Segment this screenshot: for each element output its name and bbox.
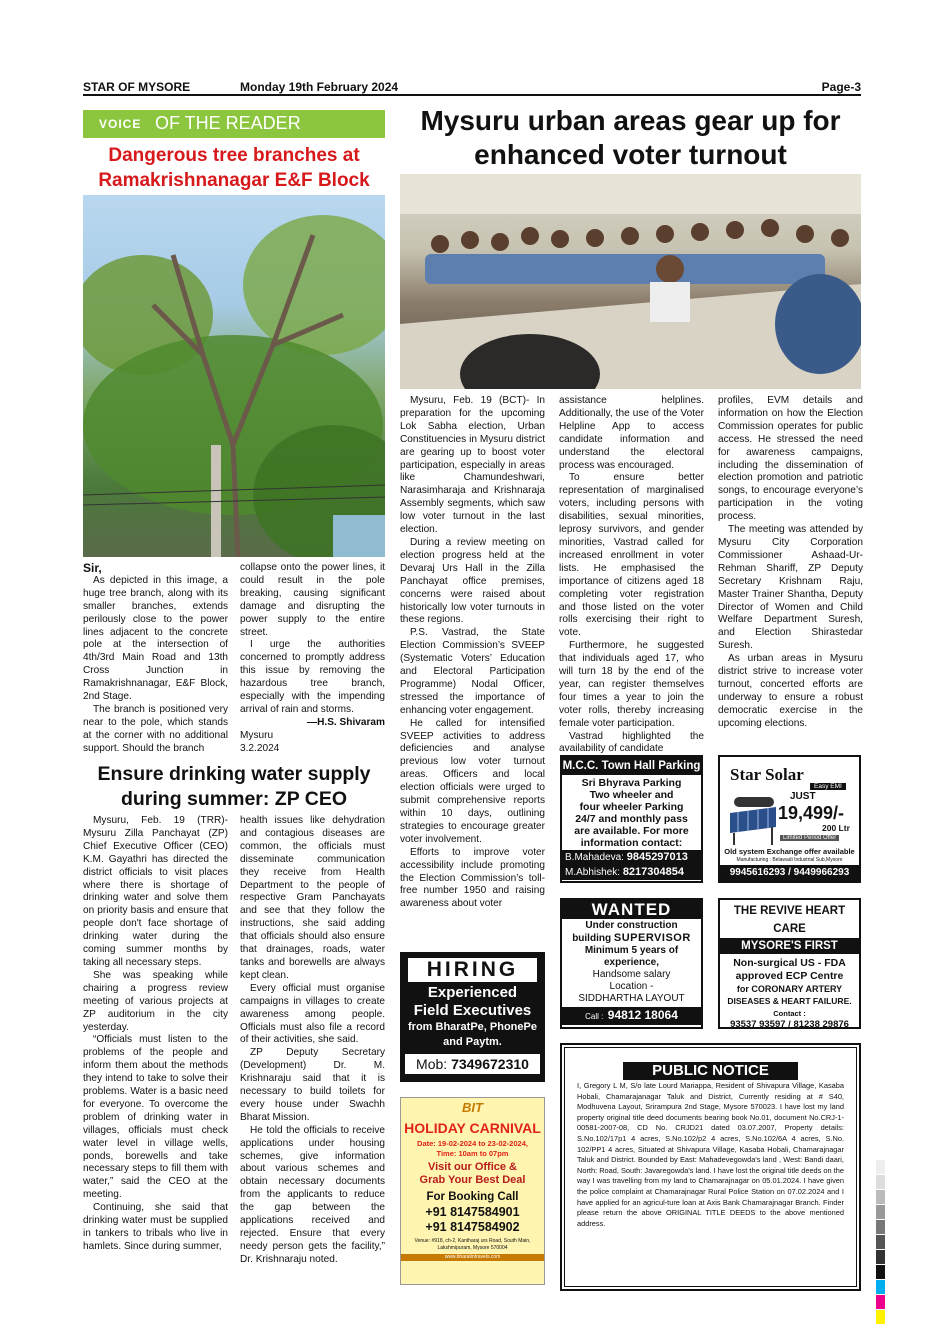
voter-col-3 [718,395,863,731]
wanted-role: SUPERVISOR [613,932,691,944]
tree-photo [83,195,385,557]
hiring-line: Field Executives [413,1002,532,1019]
carnival-venue: Venue: #918, ch-2, Kantharaj urs Road, South Main, Lakshmipuram, Mysore 570004 [414,1238,531,1251]
registration-swatch [876,1190,885,1204]
voter-headline-line: Mysuru urban areas gear up for [420,105,841,136]
parking-line: four wheeler Parking [579,801,684,813]
reader-headline-line: Ramakrishnanagar E&F Block [98,170,370,191]
of-the-reader-label: OF THE READER [155,113,301,133]
registration-swatch [876,1175,885,1189]
reader-headline-line: Dangerous tree branches at [108,145,360,166]
solar-exchange: Old system Exchange offer available [724,847,855,856]
salutation: Sir, [83,561,102,575]
registration-swatch [876,1280,885,1294]
paragraph: Furthermore, he suggested that individuals aged 17, who will turn 18 by the end of the year, can register themselves four times a year to join the voter rolls, thereby increasing female voter participation. [559,640,704,729]
solar-manufacturing: Manufacturing : Belawadi Industrial Sub,Mysore [736,857,843,863]
contact-name: B.Mahadeva: [565,852,624,863]
revive-subtitle: MYSORE'S FIRST [720,938,859,954]
paragraph: He told the officials to receive applications under housing schemes, give information about various schemes and obtain necessary documents from the applicants to reduce the gap between the applications received and rejected. Ensure that every needy person gets the facility,” Dr. Krishnaraju noted. [240,1124,385,1265]
paragraph: I urge the authorities concerned to promptly address this issue by removing the hazardous tree branch, especially with the impending arrival of rain and storms. [240,639,385,715]
wanted-line: Under construction [585,920,678,931]
voice-label: VOICE [99,117,142,131]
wanted-title: WANTED [562,900,701,919]
wanted-call-number: 94812 18064 [607,1008,678,1022]
paragraph: The branch is positioned very near to the pole, which stands at the corner with no additional support. Should the branch [83,703,228,754]
hiring-mob-label: Mob: [416,1056,448,1072]
revive-contact: 93537 93597 / 81238 29876 [730,1019,849,1029]
notice-body: I, Gregory L M, S/o late Lourd Mariappa, Resident of Shivapura Village, Kasaba Hobali, Chamarajanagar Taluk and District, Currently residing at # S40, Modhuvena Layout, Srirampura 2nd Stage, Mysore 570023. I have lost my land property original title deed documents bearing book No.01, document No.CRJ-1-00581-2007-08, CD No. CRJD21 dated 03.07.2007, Property details: S.No.102/17p1 4 acres, S.No.102/p2 4 acres, S.No.102/6A 4 acres, S.No. 102/PP1 4 acres, Situated at Shivapura Village, Kasaba Hobali, Chamarajnagar Taluk and District. Bounded by East: Mahadevegowda's land , West: Bandi daari, North: Road, South: Javaregowda's land. I have lost the original title deeds on the way I was travelling from my land to Chamarajnagar on 05.01.2024. I have given the police complaint at Chamarajnagar Rural Police Station on 07.02.2024 and I have applied for an agricul-ture loan at Axis Bank Chamarajnagar Branch. Finder please return the above ORIGINAL TITLE DEEDS to the above mentioned address. [577,1081,844,1228]
signature: —H.S. Shivaram [307,716,385,728]
revive-line: approved ECP Centre [735,970,844,982]
letter-date: 3.2.2024 [240,742,280,754]
solar-ad [718,755,861,883]
registration-swatch [876,1250,885,1264]
page-number: Page-3 [821,80,861,94]
wanted-line: SIDDHARTHA LAYOUT [578,993,685,1004]
paragraph: assistance helplines. Additionally, the use of the Voter Helpline App to access candidate information and understand the electoral process was encouraged. [559,395,704,471]
registration-swatch [876,1265,885,1279]
paragraph: The meeting was attended by Mysuru City Corporation Commissioner Ashaad-Ur-Rehman Shariff, ZP Deputy Secretary Krishnam Raju, Master Trainer Shantha, Deputy Director of Women and Child Welfare Department Suresh, and Election Shirastedar Suresh. [718,524,863,652]
voice-kicker [83,110,385,138]
parking-contact-2 [562,865,701,880]
color-registration-strip [876,1160,885,1325]
parking-line: Sri Bhyrava Parking [581,777,682,789]
solar-price: 19,499/- [778,803,845,823]
wanted-line: Minimum 5 years of [584,945,679,956]
paragraph: Mysuru, Feb. 19 (TRR)- Mysuru Zilla Panchayat (ZP) Chief Executive Officer (CEO) K.M. Gayathri has directed the district officials to visit places where there is shortage of drinking water and solve them on priority basis and ensure that people don't face shortage of drinking water during the coming summer months by taking all necessary steps. [83,815,228,968]
revive-title: THE REVIVE HEART CARE [733,905,846,935]
registration-swatch [876,1205,885,1219]
paragraph: profiles, EVM details and information on how the Election Commission operates for public access. He stressed the need for awareness campaigns, including the dissemination of election promotion and patriotic songs, to encourage everyone’s participation in the voting process. [718,395,863,523]
paragraph: As depicted in this image, a huge tree branch, along with its smaller branches, extends perilously close to the power lines adjacent to the concrete pole at the intersection of 4th/3rd Main Road and 13th Cross Junction in Ramakrishnanagar, E&F Block, 2nd Stage. [83,574,228,703]
public-notice [560,1043,861,1291]
paragraph: She was speaking while chairing a progress review meeting of various projects at ZP auditorium in the city yesterday. [83,969,228,1033]
reader-headline [83,143,385,193]
carnival-visit: Grab Your Best Deal [419,1174,526,1186]
carnival-phone: +91 8147584901 [425,1205,520,1219]
paper-name: STAR OF MYSORE [83,80,191,94]
paragraph: As urban areas in Mysuru district strive to increase voter turnout, concerted efforts are underway to ensure a robust democratic exercise in the upcoming elections. [718,653,863,729]
hiring-line: Experienced [427,984,518,1001]
meeting-photo [400,174,861,389]
page-header [83,78,861,96]
parking-line: information contact: [580,837,683,849]
paragraph: “Officials must listen to the problems of the people and inform them about the methods they intend to take to solve their problems. Water is a basic need for everyone. To overcome the problem of drinking water in villages, officials must check water level in village wells, ponds, borewells and take necessary steps to fill them with water,” said the CEO at the meeting. [83,1034,228,1201]
parking-title: M.C.C. Town Hall Parking [562,757,701,775]
registration-swatch [876,1160,885,1174]
issue-date: Monday 19th February 2024 [240,80,399,94]
reader-col-2 [240,562,385,756]
hiring-ad [400,952,545,1082]
zp-col-1 [83,815,228,1254]
carnival-phone: +91 8147584902 [425,1220,520,1234]
revive-contact-label: Contact : [773,1009,806,1018]
solar-brand: Star Solar [730,765,804,784]
wanted-line-part: building [572,933,612,944]
carnival-web: www.bharatintravels.com [401,1254,544,1261]
contact-name: M.Abhishek: [565,867,621,878]
paragraph: Every official must organise campaigns in villages to create awareness among people. Officials must also file a record of their activities, she said. [240,982,385,1046]
paragraph: P.S. Vastrad, the State Election Commission’s SVEEP (Systematic Voters’ Education and Electoral Participation Programme) Nodal Officer, stressed the importance of enhancing voter engagement. [400,627,545,716]
solar-emi: Easy EMI [810,783,846,790]
tree-illustration [83,195,385,557]
notice-title: PUBLIC NOTICE [623,1062,798,1080]
paragraph: Continuing, she said that drinking water must be supplied in tankers to tribals who live in hamlets. Since during summer, [83,1202,228,1252]
carnival-time: Time: 10am to 07pm [436,1149,509,1158]
solar-just: JUST [790,791,816,802]
voter-col-1 [400,395,545,911]
paragraph: health issues like dehydration and contagious diseases are common, the officials must disseminate communication they receive from Health Department to the people of respective Gram Panchayats and see that they follow the instructions, she said adding that officials should also ensure that drainages, roads, water tanks and borewells are always kept clean. [240,815,385,981]
solar-heater-icon [728,793,778,845]
hiring-line: and Paytm. [443,1036,502,1048]
registration-swatch [876,1310,885,1324]
registration-swatch [876,1235,885,1249]
carnival-dates: Date: 19-02-2024 to 23-02-2024, [417,1139,528,1148]
paragraph: ZP Deputy Secretary (Development) Dr. M. Krishnaraju said that it is necessary to build toilets for every house under Swachh Bharat Mission. [240,1047,385,1123]
wanted-line: Location - [609,981,654,992]
hiring-mob-number: 7349672310 [451,1056,529,1072]
meeting-illustration [400,174,861,389]
parking-line: are available. For more [574,825,689,837]
voter-col-2 [559,395,704,756]
parking-line: Two wheeler and [589,789,674,801]
solar-capacity: 200 Ltr [822,823,850,833]
solar-phones: 9945616293 / 9449966293 [720,865,859,881]
carnival-ad [400,1097,545,1285]
contact-phone: 8217304854 [622,866,684,878]
revive-ad [718,898,861,1029]
solar-offer: Limited Period Offer [780,835,839,841]
carnival-logo: BIT [462,1100,483,1115]
wanted-line: experience, [603,957,660,968]
paragraph: During a review meeting on election progress held at the Devaraj Urs Hall in the Zilla Panchayat office premises, concerns were raised about historically low voter turnouts in these regions. [400,536,545,626]
paragraph: He called for intensified SVEEP activities to address deficiencies and analyse previous low voter turnout areas. Officers and local election officials were urged to submit comprehensive reports within 10 days, outlining strategies to encourage greater voter involvement. [400,717,545,845]
wanted-call-label: Call : [585,1012,604,1021]
revive-line: Non-surgical US - FDA [733,957,846,969]
zp-col-2 [240,815,385,1267]
wanted-ad [560,898,703,1029]
wanted-call [562,1007,701,1025]
registration-swatch [876,1220,885,1234]
paragraph: Mysuru, Feb. 19 (BCT)- In preparation for the upcoming Lok Sabha election, Urban Constituencies in Mysuru district are gearing up to boost voter participation, especially in areas like Chamundeshwari, Narasimharaja and Krishnaraja Assembly segments, which saw low voter turnout in the last election. [400,395,545,536]
parking-line: 24/7 and monthly pass [575,813,688,825]
letter-place: Mysuru [240,729,274,741]
registration-swatch [876,1295,885,1309]
hiring-title: HIRING [408,958,537,982]
voter-headline-line: enhanced voter turnout [474,139,787,170]
zp-headline-line: Ensure drinking water supply [97,763,371,785]
reader-col-1 [83,562,228,756]
carnival-title: HOLIDAY CARNIVAL [404,1120,541,1136]
paragraph: Vastrad highlighted the availability of candidate [559,730,704,755]
parking-contact-1 [562,850,701,865]
carnival-booking: For Booking Call [426,1191,519,1203]
revive-line: for CORONARY ARTERY [736,984,843,994]
carnival-visit: Visit our Office & [427,1161,518,1173]
wanted-line: Handsome salary [592,969,671,980]
voter-headline [398,104,863,172]
paragraph: To ensure better representation of marginalised voters, including persons with disabilities, sexual minorities, leprosy survivors, and gender minorities, Vastrad called for increased enrollment in voter lists. He emphasised the importance of citizens aged 18 completing voter registration and those listed on the voter rolls exercising their right to vote. [559,472,704,639]
hiring-line: from BharatPe, PhonePe [408,1021,537,1033]
zp-headline-line: during summer: ZP CEO [120,788,348,810]
parking-ad [560,755,703,883]
hiring-mobile [405,1054,540,1074]
zp-headline [83,762,385,812]
paragraph: Efforts to improve voter accessibility include promoting the Election Commission’s toll-free number 1950 and raising awareness about voter [400,846,545,910]
contact-phone: 9845297013 [626,851,688,863]
wanted-line [562,932,701,945]
paragraph: collapse onto the power lines, it could result in the pole breaking, causing significant damage and disrupting the power supply to the entire street. [240,562,385,638]
revive-line: DISEASES & HEART FAILURE. [727,996,852,1006]
